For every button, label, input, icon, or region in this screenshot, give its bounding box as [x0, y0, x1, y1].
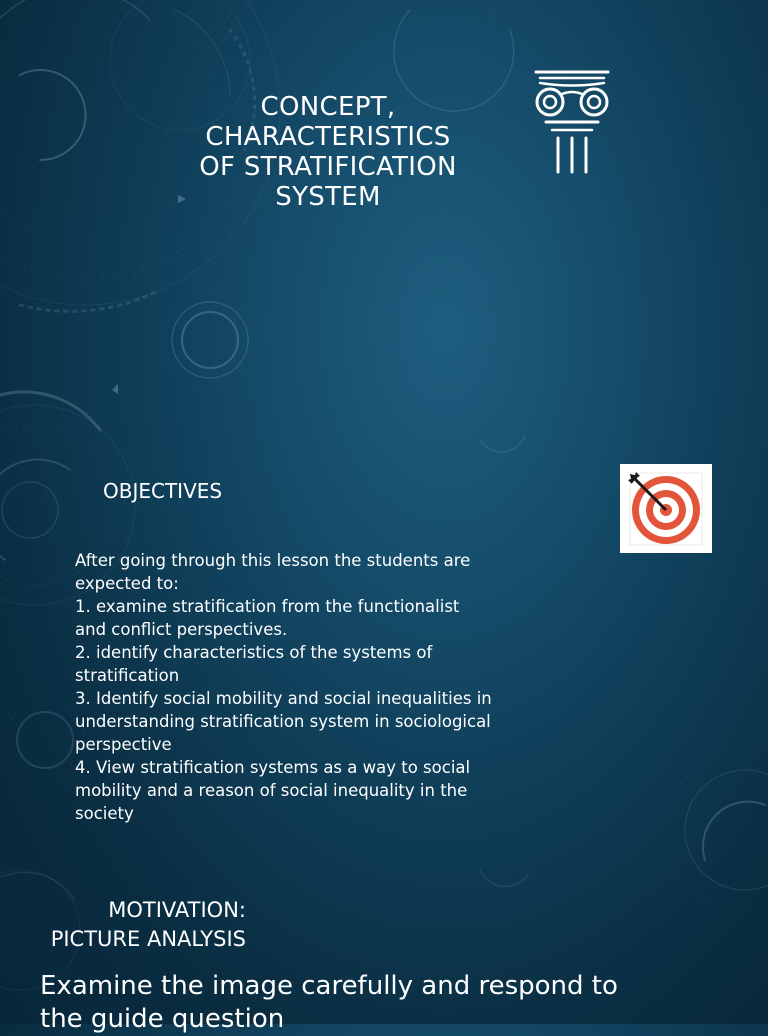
text-line: Examine the image carefully and respond to: [40, 971, 618, 1001]
text-line: After going through this lesson the students are: [75, 551, 471, 570]
objective-item-2: [75, 641, 575, 687]
heading-line: PICTURE ANALYSIS: [50, 927, 246, 951]
text-line: 1. examine stratification from the functionalist: [75, 597, 460, 616]
text-line: 3. Identify social mobility and social inequalities in: [75, 689, 492, 708]
text-line: and conflict perspectives.: [75, 620, 288, 639]
slide-title: [170, 92, 486, 212]
objective-item-4: [75, 756, 575, 825]
objective-item-3: [75, 687, 575, 756]
text-line: stratification: [75, 666, 180, 685]
text-line: society: [75, 804, 134, 823]
text-line: perspective: [75, 735, 172, 754]
objectives-heading: OBJECTIVES: [103, 479, 223, 503]
examine-instruction: [40, 970, 740, 1036]
title-line: SYSTEM: [275, 182, 381, 212]
heading-line: MOTIVATION:: [108, 898, 246, 922]
title-line: CHARACTERISTICS: [205, 122, 451, 152]
text-line: the guide question: [40, 1004, 285, 1034]
objectives-intro: [75, 549, 575, 595]
text-line: understanding stratification system in sociological: [75, 712, 491, 731]
title-line: OF STRATIFICATION: [199, 152, 457, 182]
target-arrow-icon: [620, 464, 712, 553]
objective-item-1: [75, 595, 575, 641]
text-line: 4. View stratification systems as a way to social: [75, 758, 471, 777]
ionic-column-icon: [530, 66, 614, 178]
target-arrow-image: [620, 464, 712, 553]
title-line: CONCEPT,: [260, 92, 396, 122]
text-line: mobility and a reason of social inequality in the: [75, 781, 468, 800]
text-line: 2. identify characteristics of the systems of: [75, 643, 433, 662]
text-line: expected to:: [75, 574, 179, 593]
motivation-heading: [22, 896, 246, 954]
objectives-text: [75, 549, 575, 825]
